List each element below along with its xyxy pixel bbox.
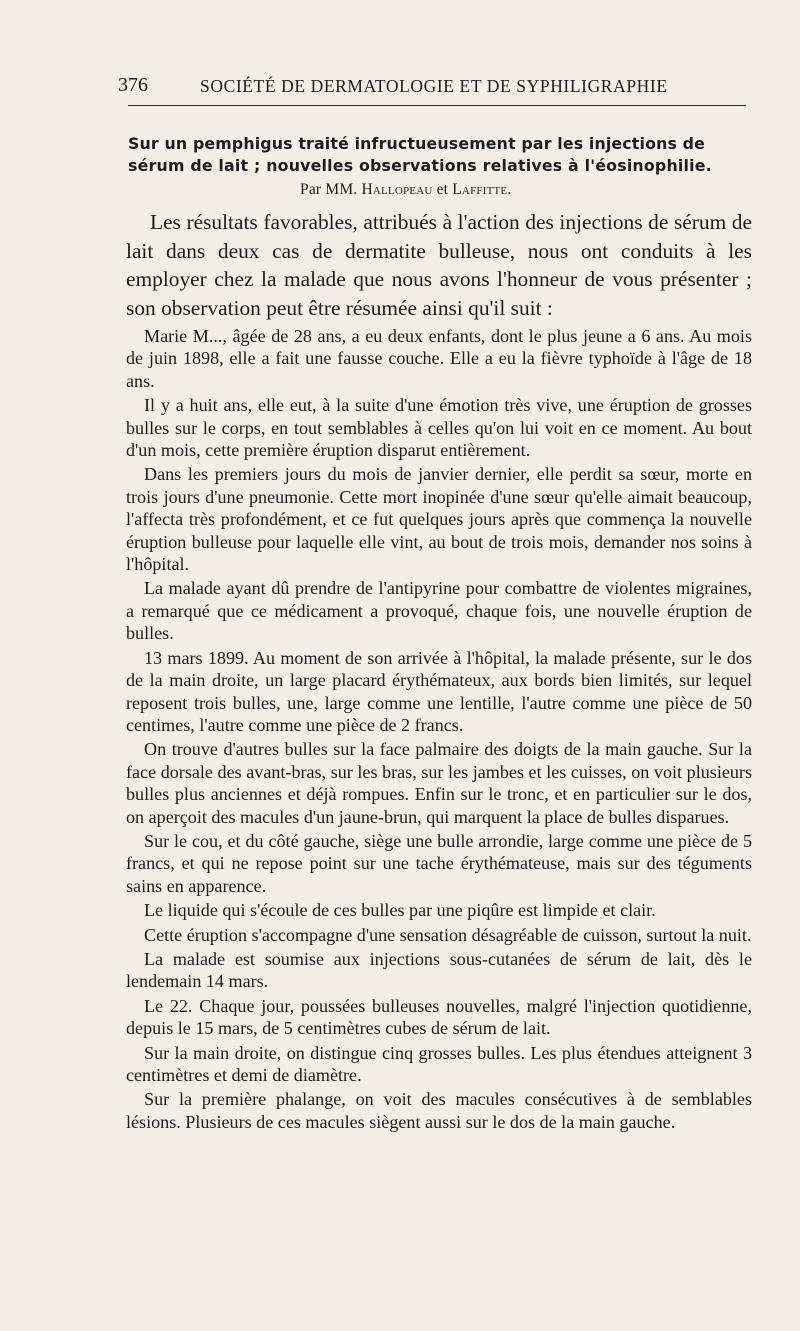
- page-number: 376: [118, 74, 148, 96]
- paragraph-other-bullae: On trouve d'autres bulles sur la face palmaire des doigts de la main gauche. Sur la face dorsale des avant-bras, sur les bras, sur les jambes et les cuisses, on voit plusieurs bulles plus anciennes et déjà rompues. Enfin sur le tronc, et en particulier sur le dos, on aperçoit des macules d'un jaune-brun, qui marquent la place de bulles disparues.: [126, 739, 752, 827]
- paragraph-injections: La malade est soumise aux injections sous-cutanées de sérum de lait, dès le lendemain 14 mars.: [126, 948, 752, 992]
- paragraph-first-eruption: Il y a huit ans, elle eut, à la suite d'une émotion très vive, une éruption de grosses bulles sur le corps, en tout semblables à celles qu'on lui voit en ce moment. Au bout d'un mois, cette première éruption disparut entièrement.: [126, 395, 752, 461]
- article-title: [128, 133, 754, 177]
- paragraph-neck-bulla: Sur le cou, et du côté gauche, siège une bulle arrondie, large comme une pièce de 5 francs, et qui ne repose point sur une tache érythémateuse, mais sur des téguments sains en apparence.: [126, 830, 752, 896]
- introduction: [126, 208, 752, 322]
- case-report-body: [126, 325, 752, 1135]
- author-laffitte: Laffitte.: [452, 181, 512, 198]
- byline-prefix: Par MM.: [300, 181, 358, 198]
- paragraph-first-phalanx: Sur la première phalange, on voit des macules consécutives à de semblables lésions. Plusieurs de ces macules siègent aussi sur le dos de la main gauche.: [126, 1089, 752, 1132]
- page-header: [118, 70, 750, 100]
- running-title: SOCIÉTÉ DE DERMATOLOGIE ET DE SYPHILIGRAPHIE: [200, 76, 668, 96]
- author-hallopeau: Hallopeau: [361, 181, 433, 198]
- header-rule: [128, 105, 746, 106]
- paragraph-antipyrine: La malade ayant dû prendre de l'antipyrine pour combattre de violentes migraines, a remarqué que ce médicament a provoqué, chaque fois, une nouvelle éruption de bulles.: [126, 578, 752, 644]
- byline-conjunction: et: [436, 181, 449, 198]
- article-title-line-2: sérum de lait ; nouvelles observations relatives à l'éosinophilie.: [128, 156, 712, 175]
- article-title-line-1: Sur un pemphigus traité infructueusement par les injections de: [128, 134, 705, 153]
- paragraph-liquid: Le liquide qui s'écoule de ces bulles par une piqûre est limpide et clair.: [144, 900, 656, 921]
- paragraph-burning: Cette éruption s'accompagne d'une sensation désagréable de cuisson, surtout la nuit.: [144, 924, 752, 945]
- paragraph-sister-death: Dans les premiers jours du mois de janvier dernier, elle perdit sa sœur, morte en trois jours d'une pneumonie. Cette mort inopinée d'une sœur qu'elle aimait beaucoup, l'affecta très profondément, et ce fut quelques jours après que commença la nouvelle éruption bulleuse pour laquelle elle vint, au bout de trois mois, demander nos soins à l'hôpital.: [126, 464, 752, 575]
- article-byline: [300, 181, 511, 199]
- paragraph-march-22: Le 22. Chaque jour, poussées bulleuses nouvelles, malgré l'injection quotidienne, depuis le 15 mars, de 5 centimètres cubes de sérum de lait.: [126, 995, 752, 1039]
- paragraph-right-hand: Sur la main droite, on distingue cinq grosses bulles. Les plus étendues atteignent 3 centimètres et demi de diamètre.: [126, 1042, 752, 1085]
- paragraph-patient-history: Marie M..., âgée de 28 ans, a eu deux enfants, dont le plus jeune a 6 ans. Au mois de juin 1898, elle a fait une fausse couche. Elle a eu la fièvre typhoïde à l'âge de 18 ans.: [126, 326, 752, 391]
- intro-paragraph: Les résultats favorables, attribués à l'action des injections de sérum de lait dans deux cas de dermatite bulleuse, nous ont conduits à les employer chez la malade que nous avons l'honneur de vous présenter ; son observation peut être résumée ainsi qu'il suit :: [126, 210, 752, 320]
- paragraph-march-13: 13 mars 1899. Au moment de son arrivée à l'hôpital, la malade présente, sur le dos de la main droite, un large placard érythémateux, aux bords bien limités, sur lequel reposent trois bulles, une, large comme une lentille, l'autre comme une pièce de 50 centimes, l'autre comme une pièce de 2 francs.: [126, 647, 752, 735]
